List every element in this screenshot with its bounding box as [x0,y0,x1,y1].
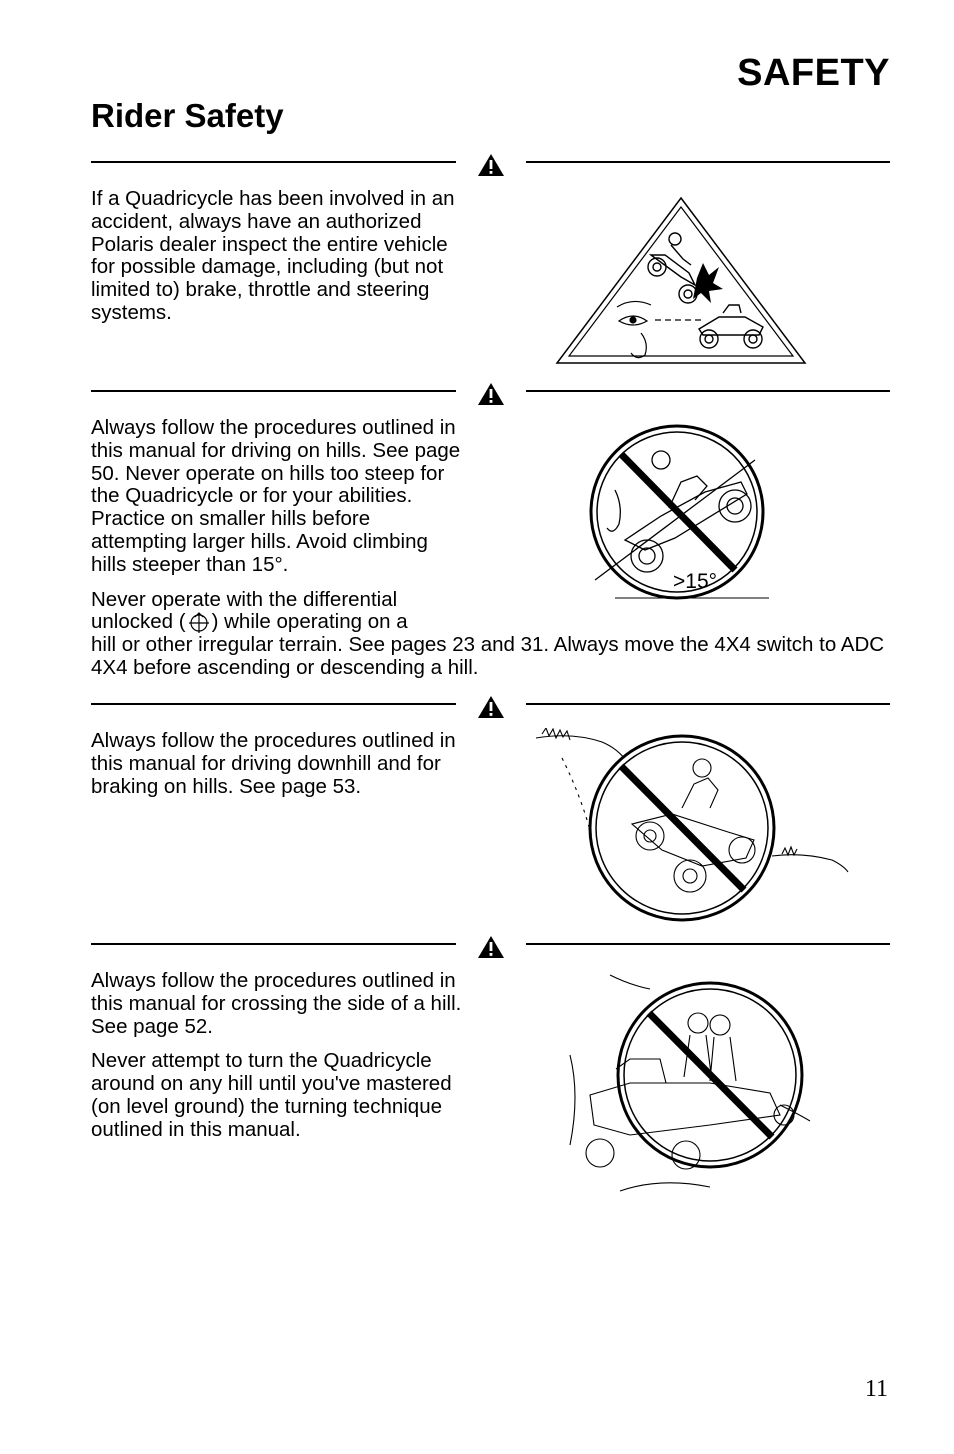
warning-1-paragraph: If a Quadricycle has been involved in an accident, always have an authorized Polaris dealer inspect the entire vehicle for possible damage, including (but not limited to) brake, throttle and steering systems. [91,187,455,324]
warning-rule-right [526,943,890,945]
warning-rule-right [526,390,890,392]
warning-4-paragraph: Always follow the procedures outlined in this manual for crossing the side of a hill. See page 52. [91,969,462,1038]
warning-4-paragraph: Never attempt to turn the Quadricycle around on any hill until you've mastered (on level ground) the turning technique outlined in this manual. [91,1049,452,1141]
warning-triangle-icon [477,153,505,177]
slope-angle-label: >15° [673,570,718,593]
warning-1-text [91,188,463,325]
warning-rule-left [91,703,456,705]
page-title: Rider Safety [91,97,284,134]
warning-rule-right [526,161,890,163]
hill-climb-prohibited-illustration [585,420,775,605]
warning-triangle-icon [477,695,505,719]
differential-unlocked-icon [186,611,212,633]
section-title: SAFETY [737,52,890,94]
warning-3-paragraph: Always follow the procedures outlined in this manual for driving downhill and for braking on hills. See page 53. [91,729,456,798]
warning-rule-left [91,161,456,163]
differential-paragraph [91,589,463,635]
downhill-prohibited-illustration [532,728,852,933]
warning-triangle-icon [477,382,505,406]
accident-warning-illustration [553,193,811,368]
warning-rule-right [526,703,890,705]
warning-triangle-icon [477,935,505,959]
warning-2-text [91,417,463,634]
warning-rule-left [91,943,456,945]
differential-continuation: hill or other irregular terrain. See pages 23 and 31. Always move the 4X4 switch to ADC 4X4 before ascending or descending a hill. [91,633,885,679]
warning-rule-left [91,390,456,392]
warning-4-text [91,970,463,1142]
warning-3-text [91,730,463,798]
differential-text-before: Never operate with the differential unlocked ( [91,587,398,634]
sidehill-prohibited-illustration [560,965,815,1200]
page-number: 11 [864,1376,888,1402]
warning-2-paragraph: Always follow the procedures outlined in this manual for driving on hills. See page 50. Never operate on hills too steep for the Quadricycle or for your abilities. Practice on smaller hills before attempting larger hills. Avoid climbing hills steeper than 15°. [91,416,461,576]
differential-text-after: ) while operating on a [211,610,408,634]
